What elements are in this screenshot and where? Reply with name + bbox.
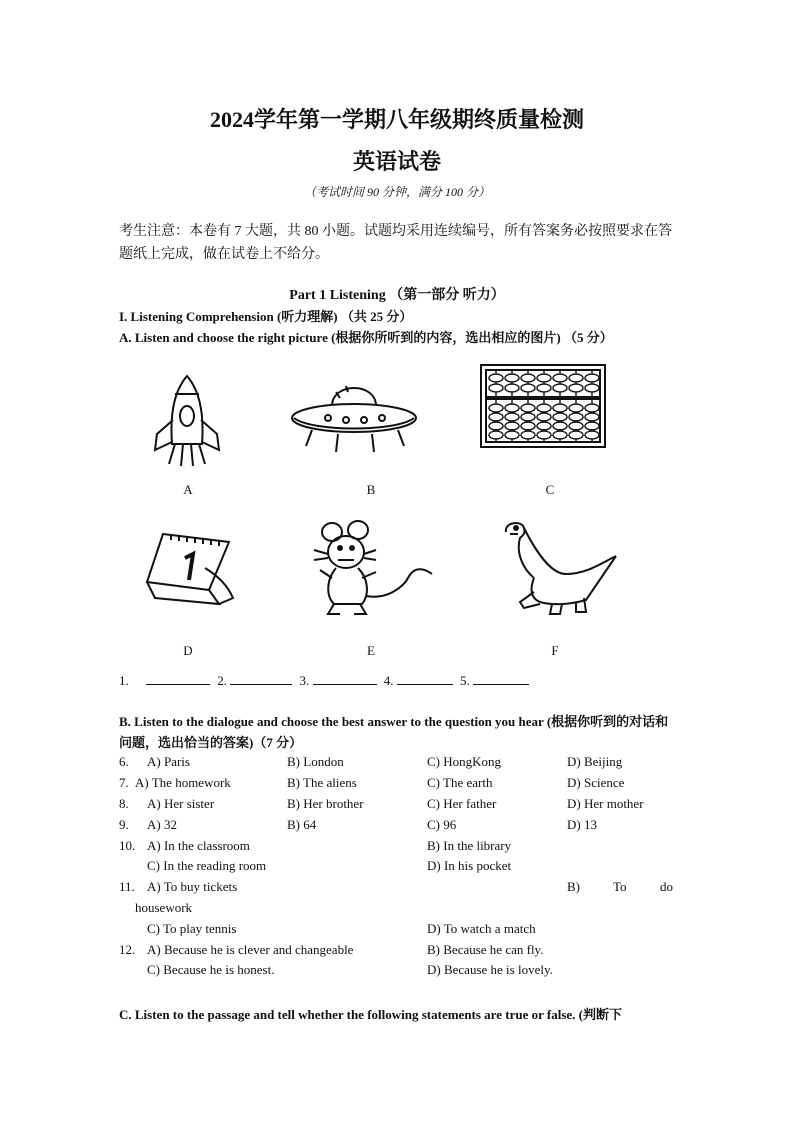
question-8-number: 8. xyxy=(119,796,129,811)
abacus-bead xyxy=(537,384,551,392)
abacus-bead xyxy=(537,422,551,430)
abacus-bead xyxy=(537,413,551,421)
abacus-bead xyxy=(521,384,535,392)
answer-blank-3[interactable] xyxy=(313,672,377,685)
abacus-bead xyxy=(569,404,583,412)
picture-a-label: A xyxy=(183,482,193,497)
part1-title: Part 1 Listening （第一部分 听力） xyxy=(289,288,505,303)
question-9-option-a[interactable]: A) 32 xyxy=(147,817,177,832)
answer-blank-2[interactable] xyxy=(230,672,292,685)
question-8-option-a[interactable]: A) Her sister xyxy=(147,796,215,811)
question-11-option-a[interactable]: A) To buy tickets xyxy=(147,879,238,894)
abacus-bead xyxy=(569,431,583,439)
question-10-option-a[interactable]: A) In the classroom xyxy=(147,838,250,853)
abacus-bead xyxy=(505,422,519,430)
abacus-bead xyxy=(489,422,503,430)
question-7-option-d[interactable]: D) Science xyxy=(567,775,625,790)
question-11-option-c[interactable]: C) To play tennis xyxy=(147,921,237,936)
question-11-option-d[interactable]: D) To watch a match xyxy=(427,921,536,936)
sectionB-title: B. Listen to the dialogue and choose the best answer to the question you hear (根据你听到的对话和问题，选出恰当的答案)（7 分） xyxy=(119,714,669,750)
question-9-option-c[interactable]: C) 96 xyxy=(427,817,457,832)
abacus-bead xyxy=(489,413,503,421)
answer-blank-1[interactable] xyxy=(146,672,210,685)
abacus-bead xyxy=(569,384,583,392)
question-12-option-d[interactable]: D) Because he is lovely. xyxy=(427,962,553,977)
question-11-option-b-letter[interactable]: B) xyxy=(567,879,580,894)
abacus-bead xyxy=(553,384,567,392)
question-6-option-a[interactable]: A) Paris xyxy=(147,754,190,769)
question-7-number: 7. xyxy=(119,775,129,790)
exam-info: （考试时间 90 分钟，满分 100 分） xyxy=(303,185,490,199)
picture-e-label: E xyxy=(367,643,375,658)
abacus-bead xyxy=(569,422,583,430)
question-11-option-b-word3: housework xyxy=(135,900,193,915)
question-12-number: 12. xyxy=(119,942,136,957)
question-10-option-b[interactable]: B) In the library xyxy=(427,838,512,853)
exam-notice: 考生注意：本卷有 7 大题，共 80 小题。试题均采用连续编号，所有答案务必按照要求在答题纸上完成，做在试卷上不给分。 xyxy=(119,224,672,262)
question-8-option-c[interactable]: C) Her father xyxy=(427,796,497,811)
question-11-number: 11. xyxy=(119,879,135,894)
picture-d-label: D xyxy=(183,643,193,658)
abacus-bead xyxy=(585,384,599,392)
question-6-option-c[interactable]: C) HongKong xyxy=(427,754,502,769)
picture-b xyxy=(288,372,420,462)
abacus-bead xyxy=(553,374,567,382)
blank-number-1: 1. xyxy=(119,673,129,688)
question-9-number: 9. xyxy=(119,817,129,832)
abacus-bead xyxy=(553,404,567,412)
blank-number-3: 3. xyxy=(299,673,310,688)
abacus-bead xyxy=(505,413,519,421)
abacus-bead xyxy=(489,374,503,382)
question-11-option-b-word2: do xyxy=(660,879,673,894)
picture-c xyxy=(478,362,608,450)
sectionA-title: A. Listen and choose the right picture (根据你所听到的内容，选出相应的图片) （5 分） xyxy=(119,330,613,345)
abacus-bead xyxy=(537,404,551,412)
abacus-bead xyxy=(585,431,599,439)
question-7-option-a[interactable]: A) The homework xyxy=(135,775,231,790)
question-8-option-d[interactable]: D) Her mother xyxy=(567,796,644,811)
abacus-bead xyxy=(569,374,583,382)
question-11-option-b-word1: To xyxy=(613,879,627,894)
rocket-icon xyxy=(145,372,230,470)
question-12-option-b[interactable]: B) Because he can fly. xyxy=(427,942,544,957)
question-12-option-c[interactable]: C) Because he is honest. xyxy=(147,962,275,977)
answer-blank-5[interactable] xyxy=(473,672,529,685)
ufo-icon xyxy=(288,372,420,462)
abacus-bead xyxy=(505,404,519,412)
picture-a xyxy=(145,372,230,470)
question-7-option-c[interactable]: C) The earth xyxy=(427,775,493,790)
question-7-option-b[interactable]: B) The aliens xyxy=(287,775,357,790)
picture-b-label: B xyxy=(366,482,376,497)
abacus-bead xyxy=(585,374,599,382)
abacus-bead xyxy=(521,404,535,412)
abacus-bead xyxy=(505,384,519,392)
abacus-bead xyxy=(521,422,535,430)
abacus-bead xyxy=(585,404,599,412)
abacus-bead xyxy=(553,422,567,430)
question-9-option-d[interactable]: D) 13 xyxy=(567,817,597,832)
dinosaur-icon xyxy=(500,518,622,618)
abacus-bead xyxy=(489,431,503,439)
picture-f-label: F xyxy=(551,643,559,658)
question-8-option-b[interactable]: B) Her brother xyxy=(287,796,364,811)
blank-number-2: 2. xyxy=(217,673,227,688)
abacus-bead xyxy=(585,413,599,421)
abacus-bead xyxy=(537,374,551,382)
abacus-bead xyxy=(521,374,535,382)
abacus-bead xyxy=(489,384,503,392)
abacus-bead xyxy=(521,413,535,421)
picture-d xyxy=(145,528,237,610)
abacus-icon xyxy=(478,362,608,450)
blank-number-5: 5. xyxy=(460,673,470,688)
mouse-icon xyxy=(312,520,436,618)
answer-blanks-row xyxy=(119,672,529,689)
question-9-option-b[interactable]: B) 64 xyxy=(287,817,317,832)
question-6-option-b[interactable]: B) London xyxy=(287,754,344,769)
calendar-icon xyxy=(145,528,237,610)
question-10-option-c[interactable]: C) In the reading room xyxy=(147,858,267,873)
question-10-number: 10. xyxy=(119,838,136,853)
abacus-bead xyxy=(553,413,567,421)
abacus-bead xyxy=(553,431,567,439)
section1-title: I. Listening Comprehension (听力理解) （共 25 分） xyxy=(119,309,413,324)
abacus-bead xyxy=(505,431,519,439)
answer-blank-4[interactable] xyxy=(397,672,453,685)
exam-title: 2024学年第一学期八年级期终质量检测 xyxy=(209,107,584,132)
abacus-bead xyxy=(521,431,535,439)
abacus-bead xyxy=(537,431,551,439)
picture-f xyxy=(500,518,622,618)
question-6-option-d[interactable]: D) Beijing xyxy=(567,754,623,769)
question-6-number: 6. xyxy=(119,754,129,769)
picture-c-label: C xyxy=(545,482,555,497)
abacus-bead xyxy=(569,413,583,421)
exam-subtitle: 英语试卷 xyxy=(352,149,441,174)
abacus-bead xyxy=(489,404,503,412)
question-10-option-d[interactable]: D) In his pocket xyxy=(427,858,512,873)
question-12-option-a[interactable]: A) Because he is clever and changeable xyxy=(147,942,354,957)
blank-number-4: 4. xyxy=(383,673,394,688)
abacus-bead xyxy=(505,374,519,382)
sectionC-title: C. Listen to the passage and tell whether the following statements are true or false. (判断下 xyxy=(119,1007,622,1022)
abacus-bead xyxy=(585,422,599,430)
picture-e xyxy=(312,520,436,618)
